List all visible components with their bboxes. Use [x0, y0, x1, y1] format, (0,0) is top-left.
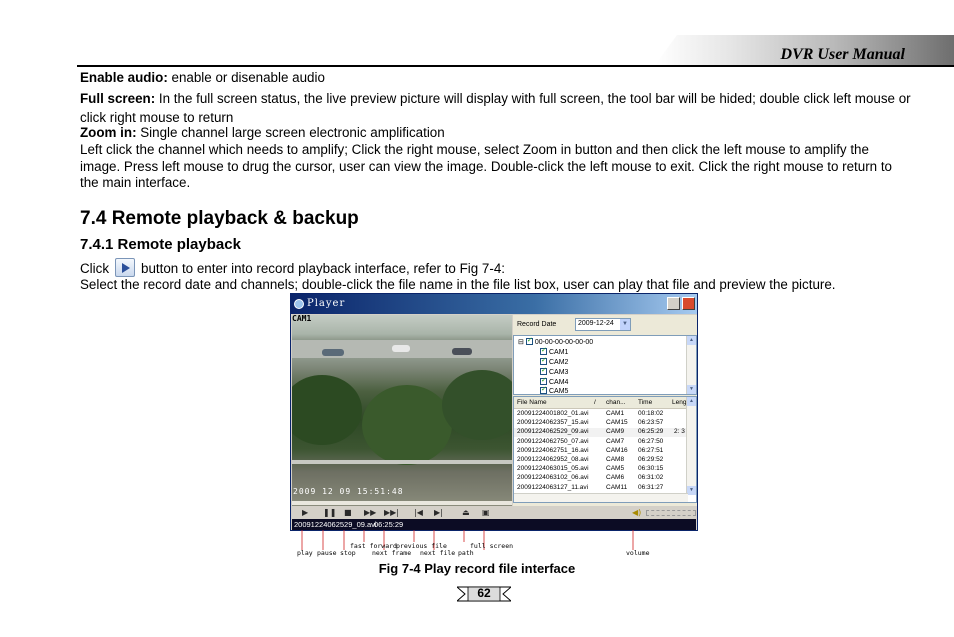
callout-play: play [297, 549, 313, 557]
enable-audio-label: Enable audio: [80, 70, 168, 85]
chevron-down-icon[interactable]: ▼ [620, 319, 630, 330]
status-time: 06:25:29 [374, 520, 404, 529]
player-logo-icon [294, 299, 304, 309]
video-car [452, 348, 472, 355]
video-railing [292, 460, 512, 464]
col-time[interactable]: Time [638, 399, 653, 406]
file-channel: CAM11 [606, 483, 628, 491]
full-screen-text: In the full screen status, the live preview picture will display with full screen, the tool bar will be hided; double click left mouse or click right mouse to return [80, 91, 911, 125]
channel-label: CAM5 [549, 388, 569, 395]
file-list-scrollbar[interactable] [686, 397, 696, 495]
volume-icon[interactable]: ◀) [632, 508, 642, 517]
select-instruction: Select the record date and channels; double-click the file name in the file list box, user can play that file and preview the picture. [80, 277, 836, 292]
tree-channel[interactable] [540, 358, 568, 366]
record-date-select[interactable] [575, 318, 631, 331]
channel-label: CAM4 [549, 379, 569, 386]
stop-button[interactable]: ■ [344, 508, 352, 517]
file-time: 06:23:57 [638, 419, 664, 427]
callout-path: path [458, 549, 474, 557]
file-channel: CAM8 [606, 456, 625, 463]
video-tree [362, 385, 452, 465]
callout-next-frame: next frame [372, 549, 412, 557]
side-panel [513, 315, 697, 506]
file-name: 20091224063127_11.avi [517, 483, 589, 491]
callout-full-screen: full screen [470, 542, 514, 550]
file-channel: CAM15 [606, 419, 628, 427]
file-row[interactable] [514, 474, 688, 483]
checkbox[interactable] [540, 378, 547, 385]
file-channel: CAM1 [606, 410, 625, 417]
player-status-bar [292, 519, 696, 530]
checkbox[interactable] [526, 338, 533, 345]
file-name: 20091224001802_01.avi [517, 410, 589, 417]
manual-title: DVR User Manual [780, 46, 905, 63]
page-number-badge [457, 585, 511, 603]
scroll-down-icon[interactable]: ▼ [687, 385, 696, 394]
file-row[interactable] [514, 465, 688, 474]
scroll-up-icon[interactable]: ▲ [687, 336, 696, 345]
callout-pause: pause [317, 549, 337, 557]
tree-root-label: 00-00-00-00-00-00 [534, 339, 594, 346]
zoom-in-text: Single channel large screen electronic amplification [136, 125, 445, 140]
section-heading: 7.4 Remote playback & backup [80, 208, 359, 229]
file-time: 06:27:51 [638, 446, 664, 454]
checkbox[interactable] [540, 348, 547, 355]
tree-channel[interactable] [540, 387, 568, 395]
enable-audio-text: enable or disenable audio [167, 70, 325, 85]
tree-channel[interactable] [540, 348, 568, 356]
video-car [322, 349, 344, 356]
video-preview[interactable] [292, 315, 512, 506]
channel-tree [513, 335, 697, 395]
figure-caption-text: Fig 7-4 Play record file interface [378, 561, 576, 576]
full-screen-button[interactable]: ⏏ [462, 508, 470, 517]
callout-stop: stop [340, 549, 356, 557]
checkbox[interactable] [540, 358, 547, 365]
enable-audio-para [80, 70, 912, 87]
seek-bar[interactable] [292, 501, 512, 505]
video-car [392, 345, 410, 352]
file-row[interactable] [514, 410, 688, 419]
scroll-up-icon[interactable]: ▲ [687, 397, 696, 406]
checkbox[interactable] [540, 387, 547, 394]
zoom-in-para [80, 125, 912, 142]
click-instruction [80, 258, 912, 278]
figure-caption [0, 561, 954, 576]
previous-file-button[interactable]: |◀ [414, 508, 423, 517]
channel-label: CAM1 [549, 349, 569, 356]
file-list [513, 396, 697, 503]
col-length[interactable]: Leng [672, 399, 687, 406]
player-title: Player [307, 298, 346, 309]
file-time: 06:31:27 [638, 483, 664, 491]
play-button[interactable]: ▶ [302, 508, 309, 517]
file-channel: CAM5 [606, 465, 625, 473]
file-name: 20091224063015_05.avi [517, 465, 589, 473]
callout-previous-file: previous file [396, 542, 447, 550]
next-frame-button[interactable]: ▶▶| [384, 508, 399, 517]
zoom-description: Left click the channel which needs to amplify; Click the right mouse, select Zoom in button and then click the left mouse to amplify the image. Press left mouse to drug the cursor, user can view the image. Double-click the left mouse to exit. Click the right mouse to return to the main interface. [80, 142, 892, 190]
full-screen-para [80, 89, 912, 127]
file-row[interactable] [514, 428, 688, 437]
playback-button-icon [115, 258, 135, 277]
file-name: 20091224062357_15.avi [517, 419, 589, 427]
control-bar [292, 506, 696, 519]
file-channel: CAM16 [606, 446, 628, 454]
file-time: 06:31:02 [638, 474, 664, 482]
next-file-button[interactable]: ▶| [434, 508, 443, 517]
file-list-hscrollbar[interactable] [514, 493, 688, 502]
camera-label: CAM1 [292, 314, 312, 323]
channel-label: CAM2 [549, 359, 569, 366]
record-date-value: 2009-12-24 [578, 320, 614, 327]
path-button[interactable]: ▣ [482, 508, 490, 517]
full-screen-label: Full screen: [80, 91, 156, 106]
tree-scrollbar[interactable] [686, 336, 696, 394]
volume-slider[interactable] [646, 510, 696, 516]
file-name: 20091224062529_09.avi [517, 428, 589, 436]
click-prefix: Click [80, 261, 110, 276]
file-time: 06:25:29 [638, 428, 664, 436]
checkbox[interactable] [540, 368, 547, 375]
file-row[interactable] [514, 438, 688, 447]
file-time: 00:18:02 [638, 410, 664, 417]
video-tree [442, 370, 512, 440]
file-row[interactable] [514, 447, 688, 456]
file-name: 20091224062750_07.avi [517, 437, 589, 445]
file-channel: CAM9 [606, 428, 625, 436]
file-row[interactable] [514, 419, 688, 428]
col-channel[interactable]: chan... [606, 399, 626, 406]
col-sort-indicator: / [594, 399, 596, 406]
zoom-in-label: Zoom in: [80, 125, 137, 140]
callout-next-file: next file [420, 549, 456, 557]
file-row[interactable] [514, 456, 688, 465]
file-list-header [514, 397, 688, 409]
callout-fast-forward: fast forward [350, 542, 397, 550]
col-file-name[interactable]: File Name [517, 399, 547, 406]
page-number: 62 [477, 586, 491, 600]
file-name: 20091224063102_06.avi [517, 474, 589, 482]
channel-label: CAM3 [549, 369, 569, 376]
click-suffix: button to enter into record playback interface, refer to Fig 7-4: [141, 261, 505, 276]
file-time: 06:30:15 [638, 465, 664, 473]
subsection-heading: 7.4.1 Remote playback [80, 236, 241, 253]
header-rule [77, 65, 954, 67]
scroll-down-icon[interactable]: ▼ [687, 486, 696, 495]
file-row[interactable] [514, 484, 688, 493]
close-button[interactable] [682, 297, 695, 310]
fast-forward-button[interactable]: ▶▶ [364, 508, 377, 517]
player-titlebar [291, 294, 697, 314]
tree-channel[interactable] [540, 368, 568, 376]
file-channel: CAM7 [606, 437, 625, 445]
file-time: 06:27:50 [638, 437, 664, 445]
player-window [290, 293, 698, 531]
file-length: 2: 3 [674, 428, 685, 436]
file-channel: CAM6 [606, 474, 625, 482]
status-file: 20091224062529_09.avi [294, 520, 377, 529]
tree-root[interactable]: ⊟ ✓00-00-00-00-00-00 [518, 338, 593, 346]
file-name: 20091224062751_16.avi [517, 446, 589, 454]
video-tree [292, 375, 362, 445]
osd-timestamp: 2009 12 09 15:51:48 [293, 487, 404, 496]
pause-button[interactable]: ❚❚ [323, 508, 337, 517]
maximize-button[interactable] [667, 297, 680, 310]
file-name: 20091224062952_08.avi [517, 456, 589, 463]
file-time: 06:29:52 [638, 456, 664, 463]
callout-volume: volume [626, 549, 650, 557]
record-date-label: Record Date [517, 321, 557, 328]
